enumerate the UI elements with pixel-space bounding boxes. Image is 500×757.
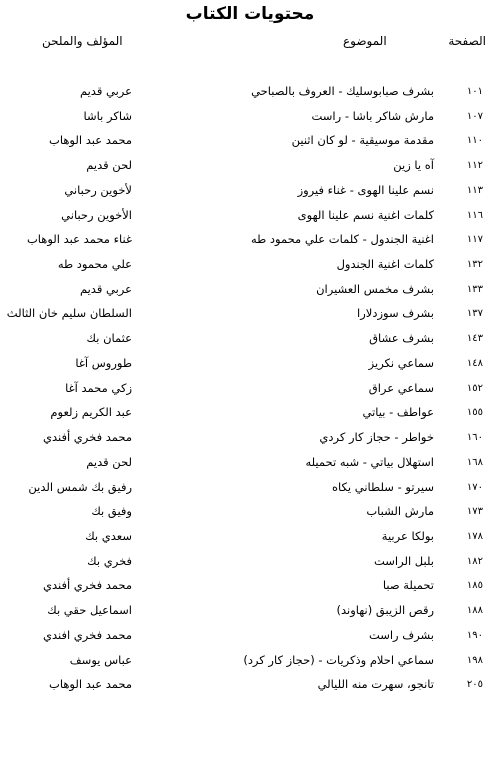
table-row <box>0 599 500 624</box>
column-header-subject: الموضوع <box>343 34 387 48</box>
row-page-number: ١٨٨ <box>466 605 483 617</box>
row-author: الأخوين رحباني <box>61 207 132 222</box>
row-author: لحن قديم <box>86 158 132 173</box>
row-subject: كلمات اغنية الجندول <box>336 257 434 272</box>
row-subject: سيرتو - سلطاني يكاه <box>332 479 434 494</box>
row-page-number: ١٤٣ <box>466 333 483 345</box>
row-subject: سماعي عراق <box>368 380 434 395</box>
row-author: محمد فخري أفندي <box>42 430 132 445</box>
table-row <box>0 204 500 229</box>
row-page-number: ١٧٨ <box>466 530 483 542</box>
table-row <box>0 550 500 575</box>
row-author: سعدي بك <box>85 528 132 543</box>
table-row <box>0 278 500 303</box>
row-page-number: ١٣٧ <box>466 308 483 320</box>
page-title: محتويات الكتاب <box>185 4 315 24</box>
row-author: فخري بك <box>87 553 132 568</box>
row-page-number: ١٤٨ <box>466 357 483 369</box>
row-subject: بشرف صبابوسليك - العروف بالصباحي <box>251 84 434 98</box>
row-subject: نسم علينا الهوى - غناء فيروز <box>297 182 434 197</box>
row-author: عربي قديم <box>79 84 132 98</box>
table-row <box>0 624 500 649</box>
row-page-number: ١١٦ <box>466 209 483 221</box>
row-author: وفيق بك <box>91 504 132 519</box>
table-row <box>0 673 500 698</box>
row-page-number: ١٦٠ <box>466 432 483 444</box>
row-author: محمد عبد الوهاب <box>49 133 132 148</box>
row-author: عربي قديم <box>79 281 132 296</box>
row-subject: بشرف سوزدلارا <box>357 306 434 321</box>
row-author: عثمان بك <box>86 331 132 346</box>
table-row <box>0 80 500 105</box>
table-row <box>0 476 500 501</box>
table-row <box>0 302 500 327</box>
table-row <box>0 377 500 402</box>
table-row <box>0 129 500 154</box>
table-row <box>0 451 500 476</box>
row-subject: مقدمة موسيقية - لو كان اثنين <box>291 133 434 148</box>
row-page-number: ١٦٨ <box>466 456 483 468</box>
table-row <box>0 500 500 525</box>
row-page-number: ١٩٠ <box>466 629 483 641</box>
row-subject: استهلال بياتي - شبه تحميله <box>305 454 434 469</box>
contents-table <box>0 80 500 698</box>
table-row <box>0 649 500 674</box>
row-subject: تحميلة صبا <box>382 578 434 593</box>
row-author: طوروس آغا <box>75 355 132 370</box>
table-row <box>0 574 500 599</box>
row-page-number: ١٧٣ <box>466 506 483 518</box>
table-row <box>0 154 500 179</box>
row-subject: بشرف راست <box>368 627 434 642</box>
row-page-number: ١٣٣ <box>466 283 483 295</box>
row-page-number: ١٨٥ <box>466 580 483 592</box>
row-subject: رقص الزيبق (نهاوند) <box>336 603 434 618</box>
row-page-number: ١٩٨ <box>466 654 483 666</box>
row-page-number: ١٥٥ <box>466 407 483 419</box>
table-row <box>0 401 500 426</box>
row-subject: مارش الشباب <box>366 504 434 519</box>
row-page-number: ٢٠٥ <box>466 679 483 691</box>
row-subject: سماعي نكريز <box>368 355 434 370</box>
row-subject: سماعي احلام وذكريات - (حجاز كار كرد) <box>243 652 434 667</box>
column-header-page: الصفحة <box>448 34 486 48</box>
row-subject: بولكا عربية <box>381 528 434 543</box>
row-subject: بلبل الراست <box>373 553 434 568</box>
row-author: شاكر باشا <box>83 108 132 123</box>
row-author: عباس يوسف <box>69 652 132 667</box>
row-author: اسماعيل حقي بك <box>47 603 132 618</box>
row-page-number: ١٥٢ <box>466 382 483 394</box>
row-page-number: ١١٠ <box>466 135 483 147</box>
row-author: لأخوين رحباني <box>64 182 132 197</box>
row-subject: عواطف - بياتي <box>362 405 434 420</box>
table-row <box>0 105 500 130</box>
row-subject: مارش شاكر باشا - راست <box>311 108 434 123</box>
row-author: عبد الكريم زلعوم <box>50 405 132 420</box>
row-author: علي محمود طه <box>57 257 132 272</box>
row-subject: بشرف عشاق <box>369 331 434 346</box>
row-subject: خواطر - حجاز كار كردي <box>319 430 434 445</box>
row-author: محمد فخري افندي <box>42 627 132 642</box>
row-subject: آه يا زين <box>393 158 434 173</box>
table-row <box>0 426 500 451</box>
row-subject: كلمات اغنية نسم علينا الهوى <box>297 207 434 222</box>
column-header-author: المؤلف والملحن <box>42 34 123 48</box>
row-author: محمد فخري أفندي <box>42 578 132 593</box>
row-author: رفيق بك شمس الدين <box>28 479 132 494</box>
table-row <box>0 327 500 352</box>
row-page-number: ١٧٠ <box>466 481 483 493</box>
row-author: السلطان سليم خان الثالث <box>6 306 132 321</box>
table-row <box>0 228 500 253</box>
table-row <box>0 253 500 278</box>
row-page-number: ١١٣ <box>466 184 483 196</box>
table-row <box>0 179 500 204</box>
row-subject: اغنية الجندول - كلمات علي محمود طه <box>250 232 434 247</box>
row-author: لحن قديم <box>86 454 132 469</box>
row-page-number: ١٣٢ <box>466 259 483 271</box>
row-subject: تانجو، سهرت منه الليالي <box>317 677 434 692</box>
row-author: غناء محمد عبد الوهاب <box>26 232 132 247</box>
table-row <box>0 352 500 377</box>
row-page-number: ١٨٢ <box>466 555 483 567</box>
row-subject: بشرف مخمس العشيران <box>316 281 434 296</box>
row-page-number: ١١٧ <box>466 234 483 246</box>
table-row <box>0 525 500 550</box>
row-author: زكي محمد آغا <box>65 380 132 395</box>
row-page-number: ١٠٧ <box>466 110 483 122</box>
row-author: محمد عبد الوهاب <box>49 677 132 692</box>
row-page-number: ١٠١ <box>466 86 483 97</box>
row-page-number: ١١٢ <box>466 160 483 172</box>
